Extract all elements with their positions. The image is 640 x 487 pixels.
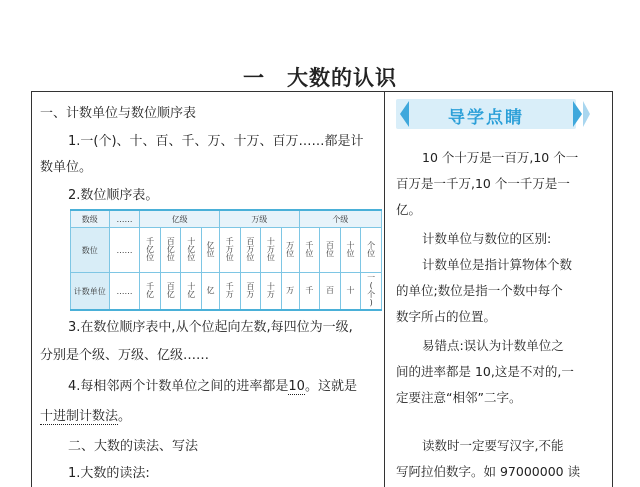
digit-cell <box>240 228 261 273</box>
unit-text: 万 <box>285 286 295 294</box>
unit-ellipsis: …… <box>109 273 140 311</box>
para4-tail: 。这就是 <box>304 379 357 394</box>
header-ellipsis: …… <box>109 210 140 228</box>
tip4-line1: 读数时一定要写汉字,不能 <box>422 438 564 453</box>
para4-line1 <box>68 375 357 394</box>
digit-cell <box>361 228 382 273</box>
unit-text: 一(个) <box>366 273 376 307</box>
tip1-line3: 亿。 <box>396 202 422 217</box>
unit-text: 十 <box>345 286 355 294</box>
tip3-line2: 间的进率都是 10,这是不对的,一 <box>396 364 574 379</box>
title-dash: 一 <box>243 66 265 90</box>
digit-ellipsis: …… <box>109 228 140 273</box>
digit-cell <box>220 228 241 273</box>
digit-text: 千万位 <box>225 237 235 261</box>
title-text: 大数的认识 <box>287 66 397 90</box>
unit-cell <box>299 273 320 311</box>
section1-heading: 一、计数单位与数位顺序表 <box>40 106 197 121</box>
unit-text: 百万 <box>245 282 255 298</box>
level-wan: 万级 <box>220 210 300 228</box>
para4-text: 4.每相邻两个计数单位之间的进率都是 <box>68 379 289 394</box>
digit-cell <box>202 228 220 273</box>
digit-cell <box>261 228 282 273</box>
unit-cell <box>340 273 361 311</box>
unit-text: 十万 <box>266 282 276 298</box>
unit-text: 百亿 <box>166 282 176 298</box>
level-yi: 亿级 <box>140 210 220 228</box>
unit-label <box>71 273 110 311</box>
unit-text: 亿 <box>206 286 215 294</box>
tip2-line3: 数字所占的位置。 <box>396 309 497 324</box>
unit-cell <box>140 273 161 311</box>
digit-text: 百位 <box>325 241 335 257</box>
unit-text: 十亿 <box>186 282 196 298</box>
content-frame <box>31 91 613 487</box>
header-label: 数级 <box>71 210 110 228</box>
para2: 2.数位顺序表。 <box>68 188 159 203</box>
decimal-system-term: 十进制计数法 <box>40 409 119 424</box>
digit-text: 十亿位 <box>186 237 196 261</box>
place-value-table <box>70 209 382 311</box>
unit-cell <box>181 273 202 311</box>
unit-cell <box>220 273 241 311</box>
digit-text: 千位 <box>304 241 314 257</box>
unit-text: 千万 <box>225 282 235 298</box>
para1-line2: 数单位。 <box>40 160 93 175</box>
para5: 1.大数的读法: <box>68 466 150 481</box>
digit-cell <box>299 228 320 273</box>
digit-text: 百亿位 <box>166 237 176 261</box>
digit-cell <box>140 228 161 273</box>
unit-text: 千亿 <box>145 282 155 298</box>
unit-cell <box>202 273 220 311</box>
tip2-heading: 计数单位与数位的区别: <box>422 231 552 246</box>
tip2-line2: 的单位;数位是指一个数中每个 <box>396 283 563 298</box>
digit-label: 数位 <box>71 228 110 273</box>
guide-banner <box>396 99 576 129</box>
tip1-line2: 百万是一千万,10 个一千万是一 <box>396 176 570 191</box>
unit-cell <box>281 273 299 311</box>
para4-end: 。 <box>118 409 132 424</box>
unit-text: 千 <box>304 286 314 294</box>
section2-heading: 二、大数的读法、写法 <box>68 439 199 454</box>
digit-text: 亿位 <box>206 241 215 257</box>
right-column <box>386 92 612 487</box>
unit-label-text: 计数单位 <box>73 286 106 296</box>
unit-cell <box>160 273 181 311</box>
digit-cell <box>340 228 361 273</box>
para4-line2 <box>40 405 131 424</box>
unit-cell <box>361 273 382 311</box>
tip1-line1: 10 个十万是一百万,10 个一 <box>422 150 579 165</box>
digit-text: 千亿位 <box>145 237 155 261</box>
digit-text: 十万位 <box>266 237 276 261</box>
tip3-line1: 易错点:误认为计数单位之 <box>422 338 564 353</box>
digit-cell <box>281 228 299 273</box>
page-title <box>0 62 640 92</box>
chevron-right-icon <box>583 101 590 127</box>
digit-text: 百万位 <box>245 237 255 261</box>
tip2-line1: 计数单位是指计算物体个数 <box>422 257 573 272</box>
digit-cell <box>181 228 202 273</box>
tip3-line3: 定要注意“相邻”二字。 <box>396 390 522 405</box>
digit-text: 十位 <box>345 241 355 257</box>
unit-cell <box>240 273 261 311</box>
para3-line2: 分别是个级、万级、亿级…… <box>40 348 210 363</box>
digit-cell <box>160 228 181 273</box>
level-ge: 个级 <box>299 210 381 228</box>
para1-line1: 1.一(个)、十、百、千、万、十万、百万……都是计 <box>68 134 364 149</box>
digit-text: 万位 <box>285 241 295 257</box>
para3-line1: 3.在数位顺序表中,从个位起向左数,每四位为一级, <box>68 320 353 335</box>
para4-number: 10 <box>288 379 305 394</box>
tip4-line2: 写阿拉伯数字。如 97000000 读 <box>396 464 581 479</box>
digit-text: 个位 <box>366 241 376 257</box>
left-column <box>32 92 385 487</box>
unit-cell <box>320 273 341 311</box>
digit-cell <box>320 228 341 273</box>
unit-text: 百 <box>325 286 335 294</box>
unit-cell <box>261 273 282 311</box>
banner-title: 导学点睛 <box>448 108 524 128</box>
